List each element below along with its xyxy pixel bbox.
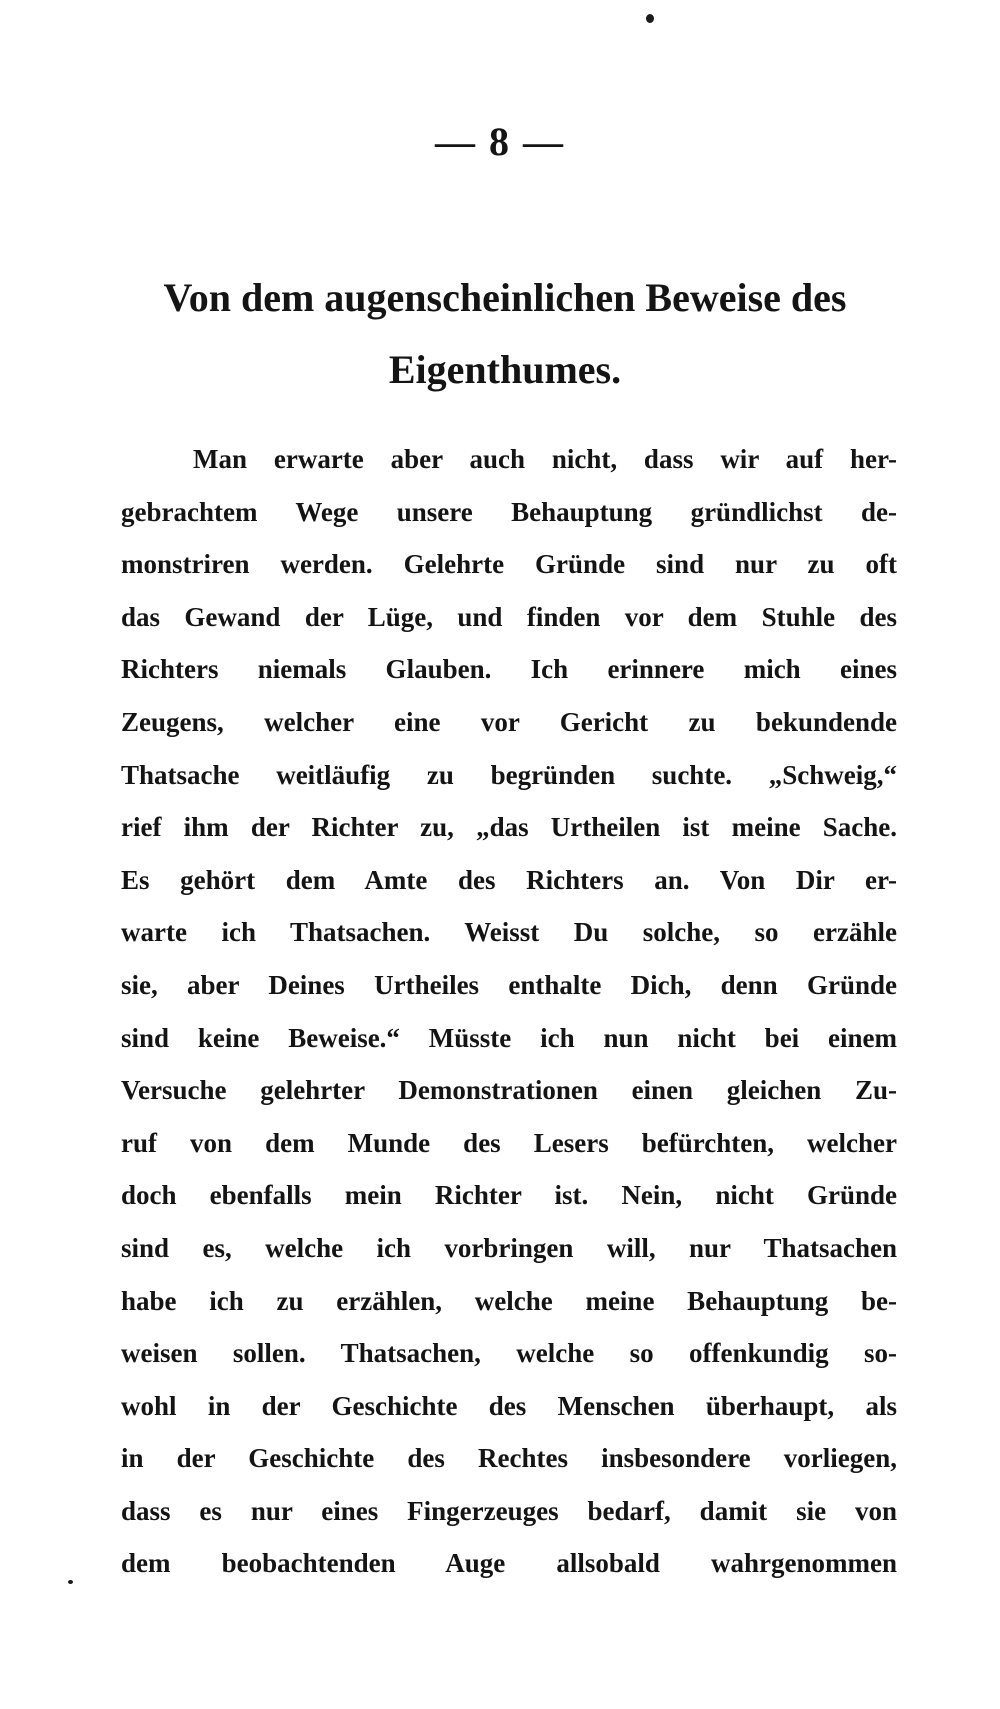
- text-line-13: Versuche gelehrter Demonstrationen einen gleichen Zu-: [121, 1075, 897, 1106]
- text-line-19: wohl in der Geschichte des Menschen überhaupt, als: [121, 1390, 897, 1421]
- page-number: — 8 —: [435, 119, 565, 164]
- text-line-20: in der Geschichte des Rechtes insbesondere vorliegen,: [121, 1443, 897, 1474]
- chapter-heading-line-2: Eigenthumes.: [388, 347, 622, 392]
- text-line-1: Man erwarte aber auch nicht, dass wir auf her-: [193, 444, 897, 474]
- text-line-18: weisen sollen. Thatsachen, welche so offenkundig so-: [121, 1338, 897, 1369]
- text-line-15: doch ebenfalls mein Richter ist. Nein, nicht Gründe: [121, 1180, 897, 1211]
- text-line-6: Zeugens, welcher eine vor Gericht zu bekundende: [121, 706, 897, 737]
- ink-speck-top-right: [646, 14, 654, 23]
- text-line-16: sind es, welche ich vorbringen will, nur Thatsachen: [121, 1232, 897, 1263]
- text-line-9: Es gehört dem Amte des Richters an. Von Dir er-: [121, 864, 897, 895]
- text-line-21: dass es nur eines Fingerzeuges bedarf, damit sie von: [121, 1495, 897, 1526]
- text-line-11: sie, aber Deines Urtheiles enthalte Dich, denn Gründe: [121, 969, 897, 1000]
- text-line-14: ruf von dem Munde des Lesers befürchten, welcher: [121, 1127, 897, 1158]
- text-line-5: Richters niemals Glauben. Ich erinnere mich eines: [121, 654, 897, 685]
- ink-speck-bottom-left: [68, 1580, 73, 1584]
- text-line-17: habe ich zu erzählen, welche meine Behauptung be-: [121, 1285, 897, 1316]
- text-line-8: rief ihm der Richter zu, „das Urtheilen ist meine Sache.: [121, 812, 897, 843]
- text-line-22: dem beobachtenden Auge allsobald wahrgenommen: [121, 1548, 897, 1579]
- text-line-10: warte ich Thatsachen. Weisst Du solche, so erzähle: [121, 917, 897, 948]
- text-line-12: sind keine Beweise.“ Müsste ich nun nicht bei einem: [121, 1022, 897, 1053]
- text-line-2: gebrachtem Wege unsere Behauptung gründlichst de-: [121, 496, 897, 527]
- chapter-heading-line-1: Von dem augenscheinlichen Beweise des: [163, 275, 847, 320]
- text-line-3: monstriren werden. Gelehrte Gründe sind nur zu oft: [121, 549, 897, 580]
- text-line-7: Thatsache weitläufig zu begründen suchte. „Schweig,“: [121, 759, 897, 790]
- body-text: [121, 433, 897, 1590]
- text-line-4: das Gewand der Lüge, und finden vor dem Stuhle des: [121, 601, 897, 632]
